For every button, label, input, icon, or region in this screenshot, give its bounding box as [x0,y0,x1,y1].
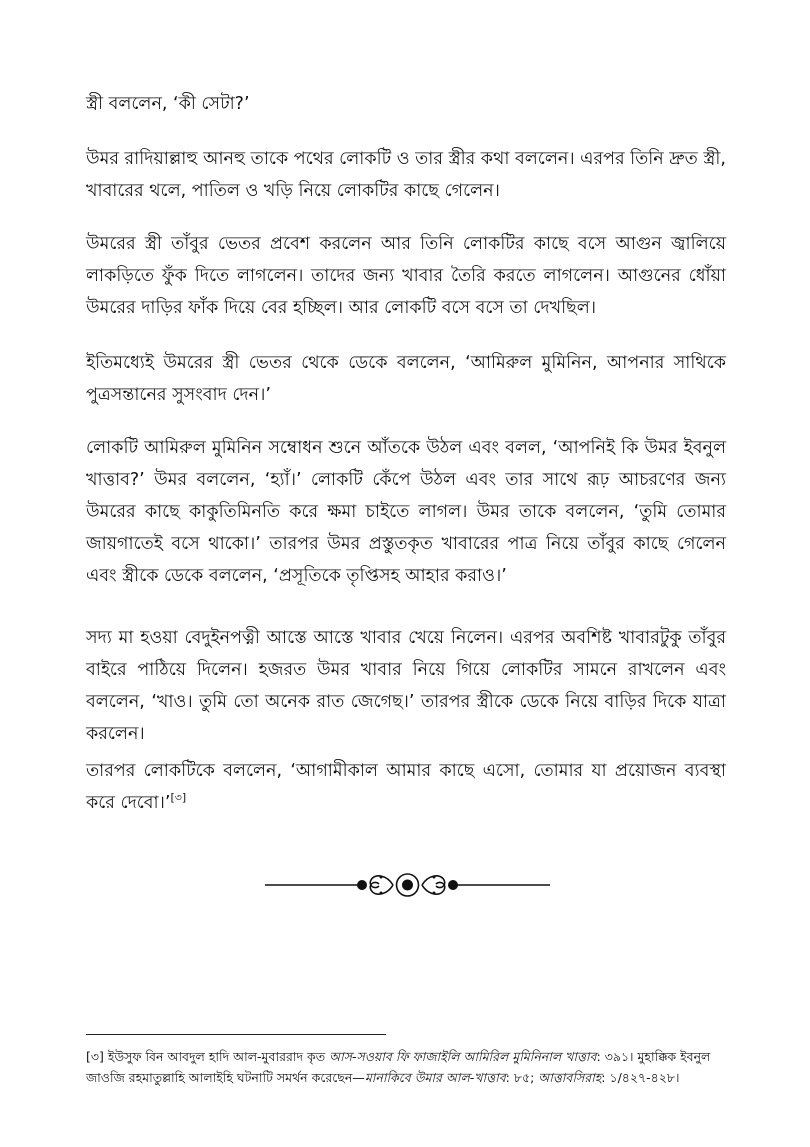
paragraph-1: স্ত্রী বললেন, ‘কী সেটা?’ [86,94,250,114]
paragraph-5: লোকটি আমিরুল মুমিনিন সম্বোধন শুনে আঁতকে উঠল এবং বলল, ‘আপনিই কি উমর ইবনুল খাত্তাব?’ উমর বললেন, ‘হ্যাঁ।’ লোকটি কেঁপে উঠল এবং তার সাথে রূঢ় আচরণের জন্য উমরের কাছে কাকুতিমিনতি করে ক্ষমা চাইতে লাগল। উমর তাকে বললেন, ‘তুমি তোমার জায়গাতেই বসে থাকো।’ তারপর উমর প্রস্তুতকৃত খাবারের পাত্র নিয়ে তাঁবুর কাছে গেলেন এবং স্ত্রীকে ডেকে বললেন, ‘প্রসূতিকে তৃপ্তিসহ আহার করাও।’ [86,438,726,586]
footnote-text-c: : ৮৫; [505,1070,535,1085]
footnote-text-d: : ১/৪২৭-৪২৮। [601,1070,680,1085]
footnote-separator [86,1034,386,1035]
footnote-reference[interactable]: [৩] [170,791,187,805]
footnote-title-a: আস-সওয়াব ফি ফাজাইলি আমিরিল মুমিনিনাল খাত্তাব [329,1049,597,1064]
footnote-title-b: মানাকিবে উমার আল-খাত্তাব [364,1070,506,1085]
paragraph-2: উমর রাদিয়াল্লাহু আনহু তাকে পথের লোকটি ও তার স্ত্রীর কথা বললেন। এরপর তিনি দ্রুত স্ত্রী, খাবারের থলে, পাতিল ও খড়ি নিয়ে লোকটির কাছে গেলেন। [86,149,726,201]
paragraph-7 [86,755,726,819]
paragraph-7-text: তারপর লোকটিকে বললেন, ‘আগামীকাল আমার কাছে এসো, তোমার যা প্রয়োজন ব্যবস্থা করে দেবো।’ [86,761,726,813]
footnote-title-c: আত্তাবসিরাহ [538,1070,602,1085]
section-divider-ornament [265,860,550,910]
footnote-marker: [৩] [86,1049,104,1064]
paragraph-3: উমরের স্ত্রী তাঁবুর ভেতর প্রবেশ করলেন আর তিনি লোকটির কাছে বসে আগুন জ্বালিয়ে লাকড়িতে ফুঁক দিতে লাগলেন। তাদের জন্য খাবার তৈরি করতে লাগলেন। আগুনের ধোঁয়া উমরের দাড়ির ফাঁক দিয়ে বের হচ্ছিল। আর লোকটি বসে বসে তা দেখছিল। [86,234,726,318]
footnote [86,1046,726,1088]
paragraph-4: ইতিমধ্যেই উমরের স্ত্রী ভেতর থেকে ডেকে বললেন, ‘আমিরুল মুমিনিন, আপনার সাথিকে পুত্রসন্তানের সুসংবাদ দেন।’ [86,353,726,405]
paragraph-6: সদ্য মা হওয়া বেদুইনপত্নী আস্তে আস্তে খাবার খেয়ে নিলেন। এরপর অবশিষ্ট খাবারটুকু তাঁবুর বাইরে পাঠিয়ে দিলেন। হজরত উমর খাবার নিয়ে গিয়ে লোকটির সামনে রাখলেন এবং বললেন, ‘খাও। তুমি তো অনেক রাত জেগেছ।’ তারপর স্ত্রীকে ডেকে নিয়ে বাড়ির দিকে যাত্রা করলেন। [86,628,726,744]
footnote-text-b: : ৩৯১। মুহাক্কিক ইবনুল জাওজি রহমাতুল্লাহি আলাইহি ঘটনাটি সমর্থন করেছেন— [86,1049,711,1085]
footnote-text-a: ইউসুফ বিন আবদুল হাদি আল-মুবাররাদ কৃত [107,1049,326,1064]
